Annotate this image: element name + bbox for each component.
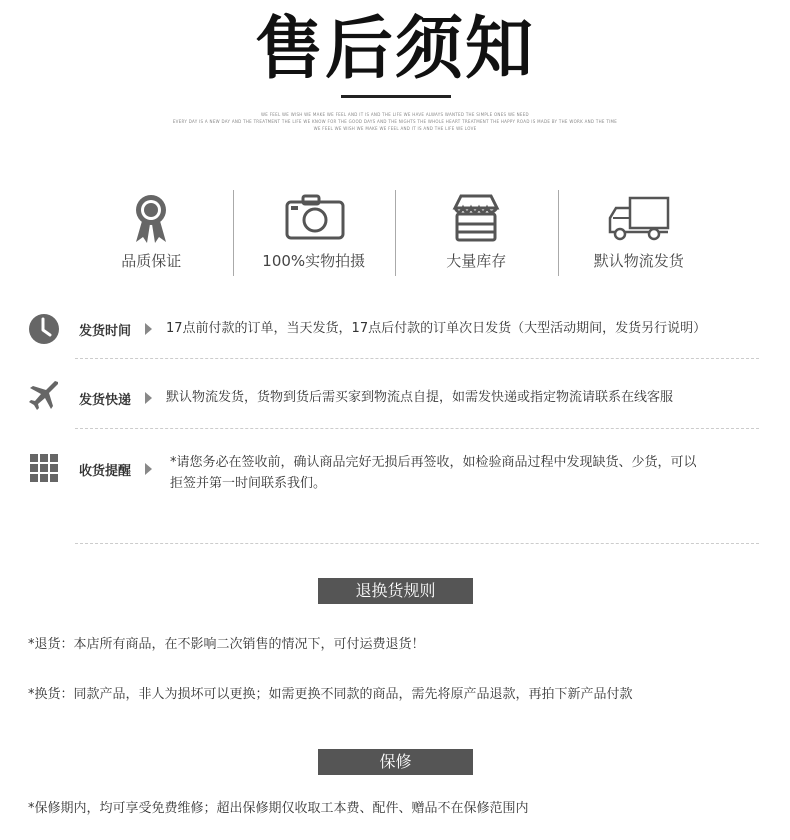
store-icon [441, 192, 511, 244]
row-text-line: *请您务必在签收前，确认商品完好无损后再签收，如检验商品过程中发现缺货、少货，可以 [170, 455, 697, 470]
divider [75, 358, 759, 359]
warranty-text: *保修期内，均可享受免费维修；超出保修期仅收取工本费、配件、赠品不在保修范围内 [28, 801, 529, 816]
camera-icon [279, 192, 349, 244]
row-text-line: 拒签并第一时间联系我们。 [170, 476, 327, 491]
arrow-right-icon [145, 323, 152, 335]
truck-icon [604, 192, 674, 244]
feature-label: 品质保证 [121, 252, 182, 270]
exchange-rule: *换货：同款产品，非人为损坏可以更换；如需更换不同款的商品，需先将原产品退款，再拍下新产品付款 [28, 687, 633, 702]
fine-print-line-2: EVERY DAY IS A NEW DAY AND THE TREATMENT THE LIFE WE KNOW FOR THE GOOD DAYS AND THE NIGHTS THE WHOLE HEART TREATMENT THE HAPPY ROAD IS MADE BY THE WORK AND THE TIME [172, 119, 618, 124]
row-label: 收货提醒 [79, 464, 132, 479]
divider [75, 543, 759, 544]
row-text: 默认物流发货，货物到货后需买家到物流点自提，如需发快递或指定物流请联系在线客服 [166, 390, 674, 405]
feature-strip [70, 190, 720, 276]
airplane-icon [28, 380, 60, 412]
feature-label: 默认物流发货 [593, 252, 684, 270]
row-label: 发货快递 [79, 393, 132, 408]
grid-icon [28, 452, 60, 484]
row-label: 发货时间 [79, 324, 132, 339]
feature-shipping [558, 190, 721, 276]
row-text: 17点前付款的订单，当天发货，17点后付款的订单次日发货（大型活动期间，发货另行说明） [166, 321, 707, 336]
clock-icon [28, 313, 60, 345]
arrow-right-icon [145, 463, 152, 475]
title-underline [341, 95, 451, 98]
feature-quality [70, 190, 233, 276]
arrow-right-icon [145, 392, 152, 404]
row-text [170, 452, 697, 494]
return-rule: *退货：本店所有商品，在不影响二次销售的情况下，可付运费退货！ [28, 637, 425, 652]
feature-label: 100%实物拍摄 [262, 252, 366, 270]
feature-stock [395, 190, 558, 276]
fine-print-line-3: WE FEEL WE WISH WE MAKE WE FEEL AND IT IS AND THE LIFE WE LOVE [313, 126, 477, 131]
award-ribbon-icon [116, 192, 186, 244]
returns-heading: 退换货规则 [318, 578, 473, 604]
fine-print-line-1: WE FEEL WE WISH WE MAKE WE FEEL AND IT IS AND THE LIFE WE HAVE ALWAYS WANTED THE SIMPLE ONES WE NEED [261, 112, 529, 117]
divider [75, 428, 759, 429]
feature-label: 大量库存 [446, 252, 507, 270]
feature-photos [233, 190, 396, 276]
page-title: 售后须知 [254, 10, 535, 89]
warranty-heading: 保修 [318, 749, 473, 775]
